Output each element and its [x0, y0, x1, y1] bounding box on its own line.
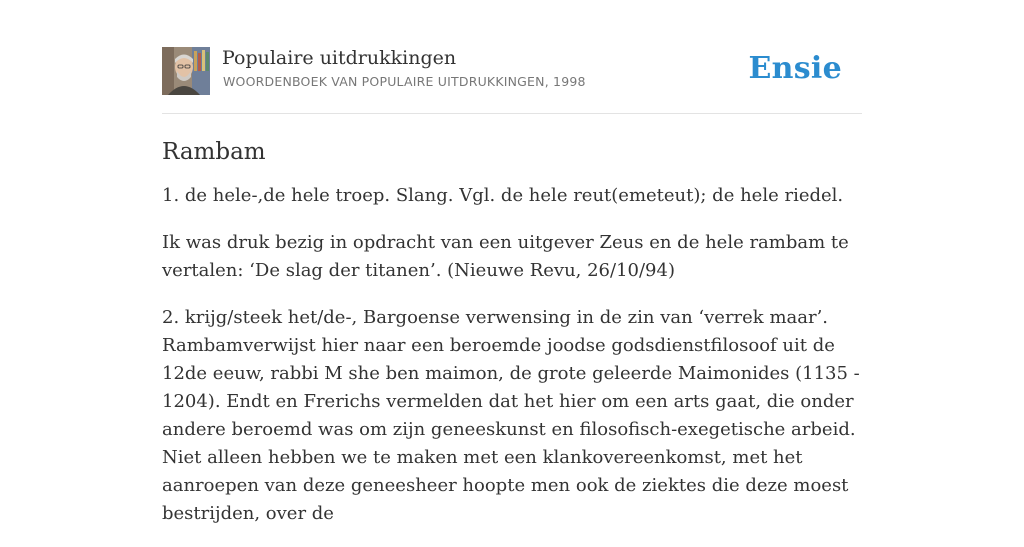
- source-title[interactable]: Populaire uitdrukkingen: [222, 47, 457, 69]
- brand-logo-link[interactable]: Ensie: [748, 51, 842, 86]
- entry-paragraph: 2. krijg/steek het/de-, Bargoense verwensing in de zin van ‘verrek maar’. Rambamverwijst hier naar een beroemde joodse godsdienstfilosoof uit de 12de eeuw, rabbi M she ben maimon, de grote geleerde Maimonides (1135 - 1204). Endt en Frerichs vermelden dat het hier om een arts gaat, die onder andere beroemd was om zijn geneeskunst en filosofisch-exegetische arbeid. Niet alleen hebben we te maken met een klankovereenkomst, met het aanroepen van deze geneesheer hoopte men ook de ziektes die deze moest bestrijden, over de: [162, 307, 860, 524]
- avatar[interactable]: [162, 47, 210, 95]
- source-header: [162, 46, 862, 96]
- author-photo-icon: [162, 47, 210, 95]
- entry-content: [162, 136, 862, 547]
- entry-paragraph: Ik was druk bezig in opdracht van een uitgever Zeus en de hele rambam te vertalen: ‘De slag der titanen’. (Nieuwe Revu, 26/10/94): [162, 232, 849, 281]
- header-divider: [162, 113, 862, 114]
- entry-title: Rambam: [162, 139, 266, 165]
- entry-paragraph: 1. de hele-,de hele troep. Slang. Vgl. de hele reut(emeteut); de hele riedel.: [162, 185, 844, 206]
- source-subtitle: WOORDENBOEK VAN POPULAIRE UITDRUKKINGEN, 1998: [223, 74, 586, 89]
